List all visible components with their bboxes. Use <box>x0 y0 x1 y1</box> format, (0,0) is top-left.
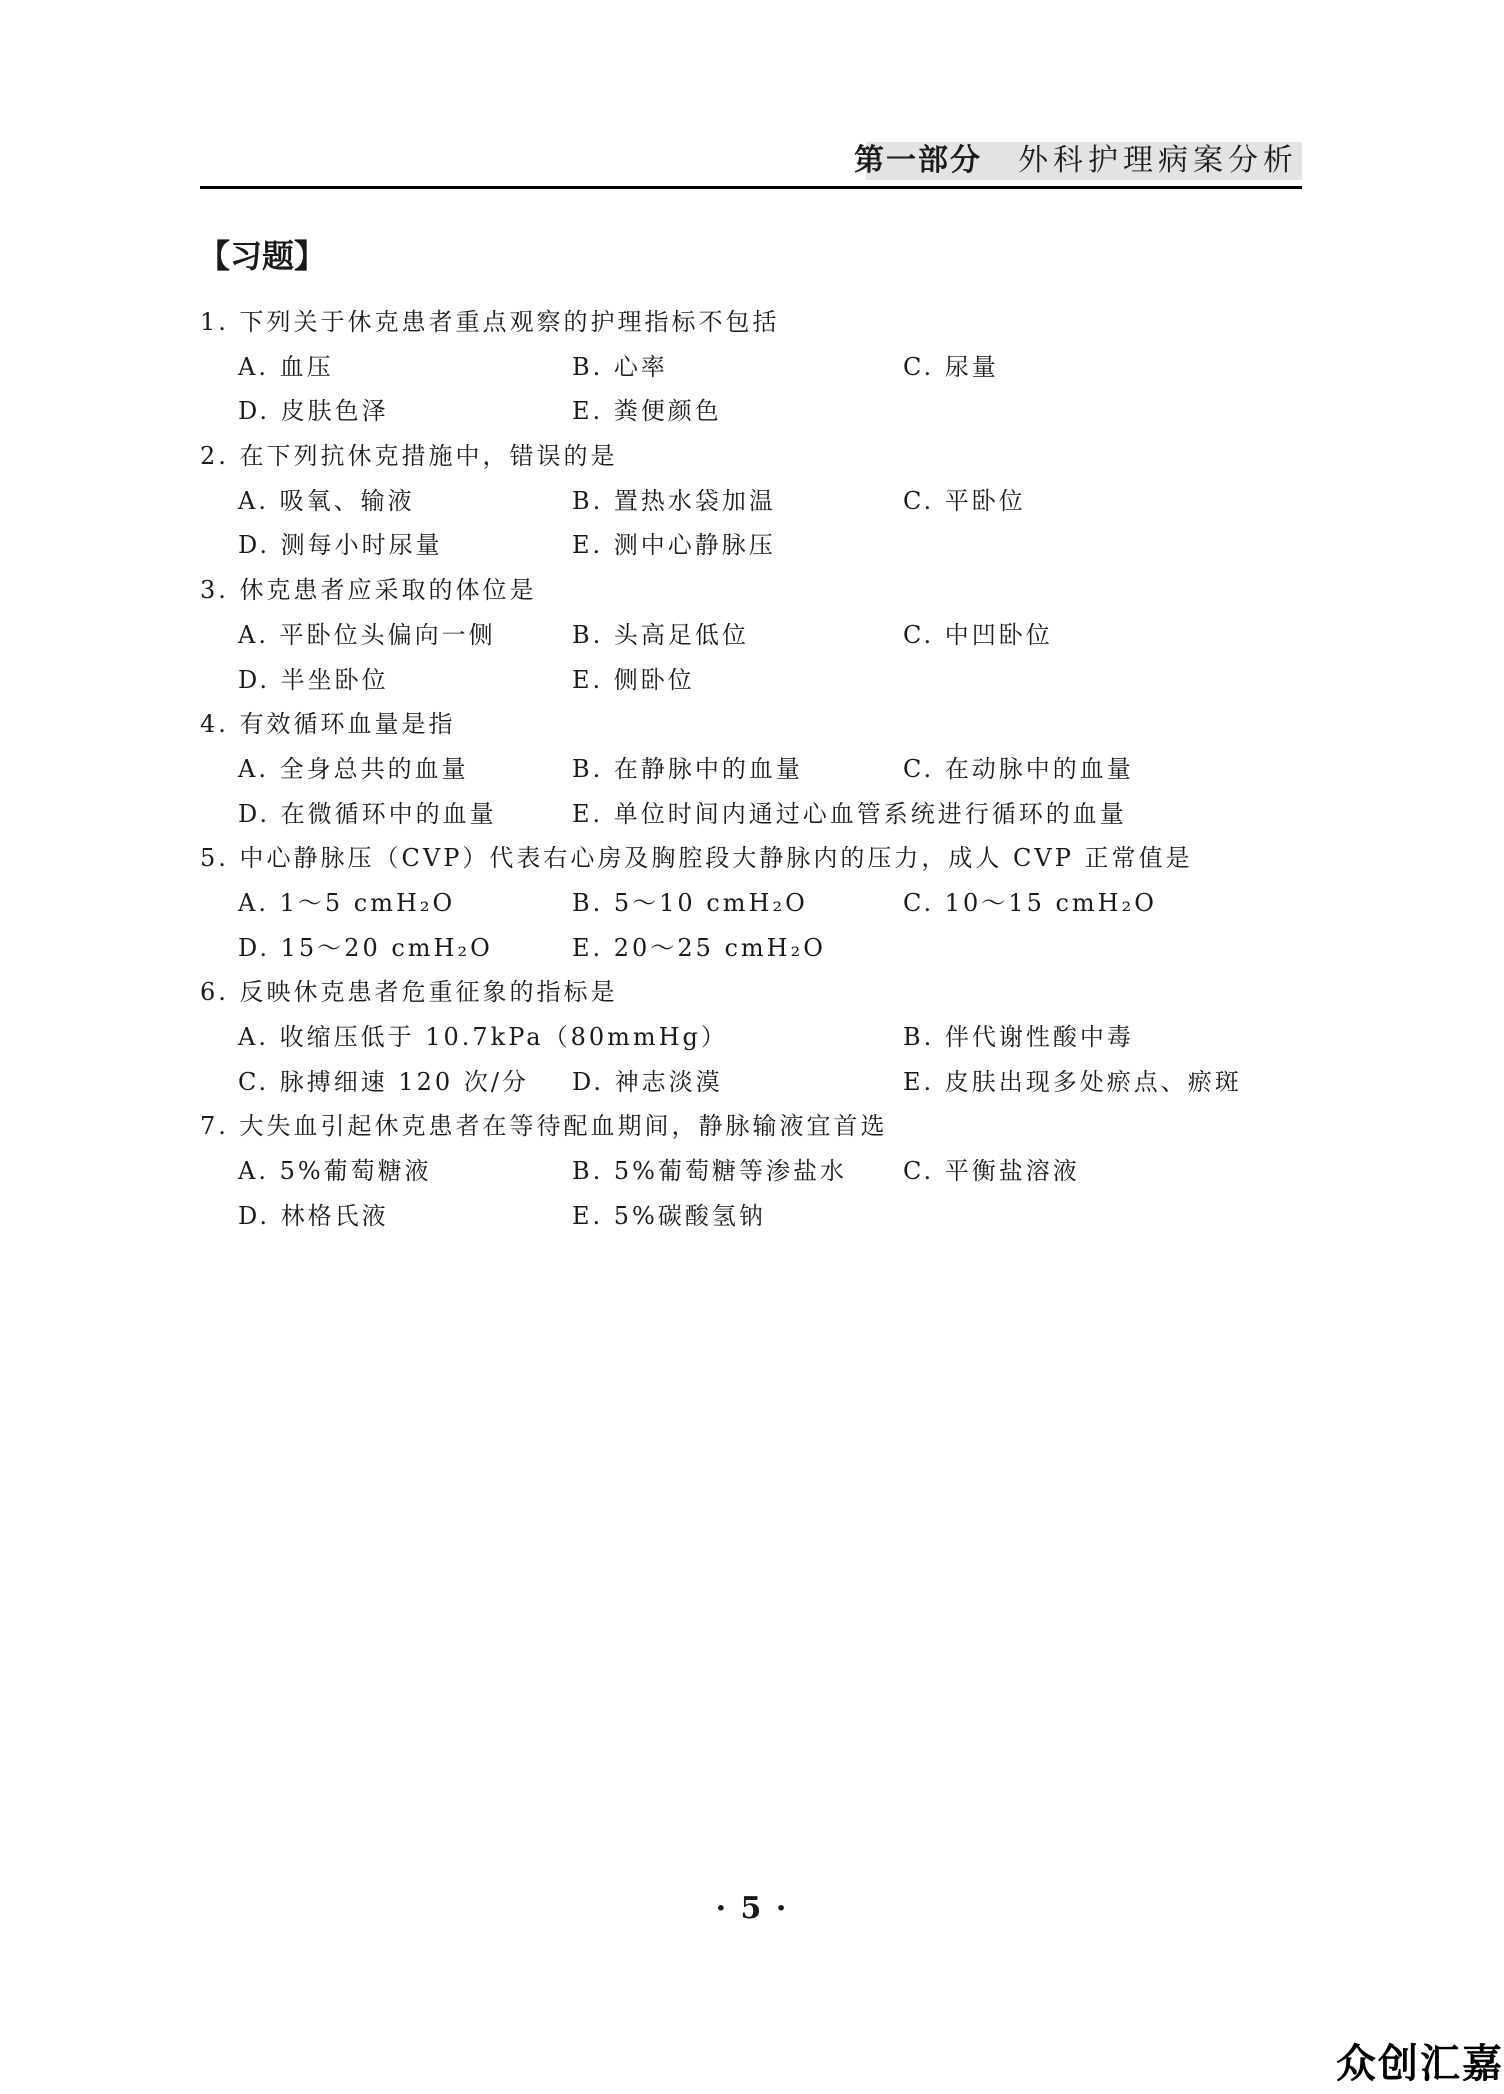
question-stem: 4. 有效循环血量是指 <box>200 710 456 739</box>
option-d: D. 在微循环中的血量 <box>238 799 497 828</box>
option-a: A. 血压 <box>238 352 334 381</box>
option-row <box>200 1149 1320 1194</box>
question-3 <box>200 568 1320 702</box>
option-row <box>200 747 1320 792</box>
option-d: D. 测每小时尿量 <box>238 531 443 560</box>
option-c: C. 在动脉中的血量 <box>903 754 1134 783</box>
option-d: D. 林格氏液 <box>238 1201 389 1230</box>
header-text <box>854 138 1298 184</box>
question-stem: 2. 在下列抗休克措施中，错误的是 <box>200 442 618 471</box>
option-row <box>200 345 1320 390</box>
question-6 <box>200 970 1320 1104</box>
option-row <box>200 1015 1320 1060</box>
option-c: C. 中凹卧位 <box>903 620 1053 649</box>
question-stem: 6. 反映休克患者危重征象的指标是 <box>200 978 618 1007</box>
question-7 <box>200 1104 1320 1238</box>
option-d: D. 神志淡漠 <box>572 1067 723 1096</box>
option-c: C. 平卧位 <box>903 486 1026 515</box>
option-e: E. 5%碳酸氢钠 <box>572 1201 766 1230</box>
question-stem: 1. 下列关于休克患者重点观察的护理指标不包括 <box>200 308 780 336</box>
option-row <box>200 792 1320 837</box>
option-row <box>200 881 1320 926</box>
question-stem: 7. 大失血引起休克患者在等待配血期间，静脉输液宜首选 <box>200 1112 888 1141</box>
watermark-logo: 众创汇嘉 <box>1336 2041 1504 2087</box>
option-a: A. 收缩压低于 10.7kPa（80mmHg） <box>238 1023 728 1051</box>
option-row <box>200 613 1320 658</box>
option-e: E. 皮肤出现多处瘀点、瘀斑 <box>903 1067 1242 1096</box>
option-a: A. 全身总共的血量 <box>238 754 469 783</box>
option-c: C. 尿量 <box>903 352 999 381</box>
option-row <box>200 523 1320 568</box>
option-e: E. 测中心静脉压 <box>572 531 776 560</box>
header-rule <box>200 186 1302 189</box>
option-a: A. 平卧位头偏向一侧 <box>238 620 496 649</box>
option-e: E. 单位时间内通过心血管系统进行循环的血量 <box>572 799 1127 828</box>
option-row <box>200 479 1320 524</box>
question-2 <box>200 434 1320 568</box>
question-list <box>200 300 1320 1238</box>
option-d: D. 15～20 cmH₂O <box>238 933 493 962</box>
option-b: B. 在静脉中的血量 <box>572 754 803 783</box>
option-row <box>200 926 1320 971</box>
option-c: C. 平衡盐溶液 <box>903 1157 1080 1186</box>
running-header <box>200 138 1302 190</box>
header-part-label: 第一部分 <box>854 143 982 178</box>
question-1 <box>200 300 1320 434</box>
option-a: A. 1～5 cmH₂O <box>238 888 456 917</box>
page-number: · 5 · <box>715 1891 789 1926</box>
option-b: B. 头高足低位 <box>572 620 749 649</box>
option-b: B. 5%葡萄糖等渗盐水 <box>572 1157 847 1186</box>
question-5 <box>200 836 1320 970</box>
option-a: A. 吸氧、输液 <box>238 486 415 515</box>
option-e: E. 侧卧位 <box>572 665 695 694</box>
option-b: B. 5～10 cmH₂O <box>572 888 808 917</box>
option-b: B. 置热水袋加温 <box>572 486 776 515</box>
option-c: C. 脉搏细速 120 次/分 <box>238 1067 529 1096</box>
question-4 <box>200 702 1320 836</box>
option-row <box>200 1060 1320 1105</box>
option-d: D. 半坐卧位 <box>238 665 389 694</box>
option-row <box>200 1194 1320 1239</box>
option-row <box>200 658 1320 703</box>
option-b: B. 心率 <box>572 352 668 381</box>
question-stem: 5. 中心静脉压（CVP）代表右心房及胸腔段大静脉内的压力，成人 CVP 正常值是 <box>200 844 1193 873</box>
option-row <box>200 389 1320 434</box>
question-stem: 3. 休克患者应采取的体位是 <box>200 576 537 605</box>
option-d: D. 皮肤色泽 <box>238 397 389 426</box>
option-e: E. 20～25 cmH₂O <box>572 933 826 962</box>
header-chapter-title: 外科护理病案分析 <box>1018 143 1298 178</box>
option-b: B. 伴代谢性酸中毒 <box>903 1023 1134 1051</box>
option-a: A. 5%葡萄糖液 <box>238 1157 432 1186</box>
option-e: E. 粪便颜色 <box>572 397 722 426</box>
option-c: C. 10～15 cmH₂O <box>903 888 1157 917</box>
section-title: 【习题】 <box>198 237 327 275</box>
